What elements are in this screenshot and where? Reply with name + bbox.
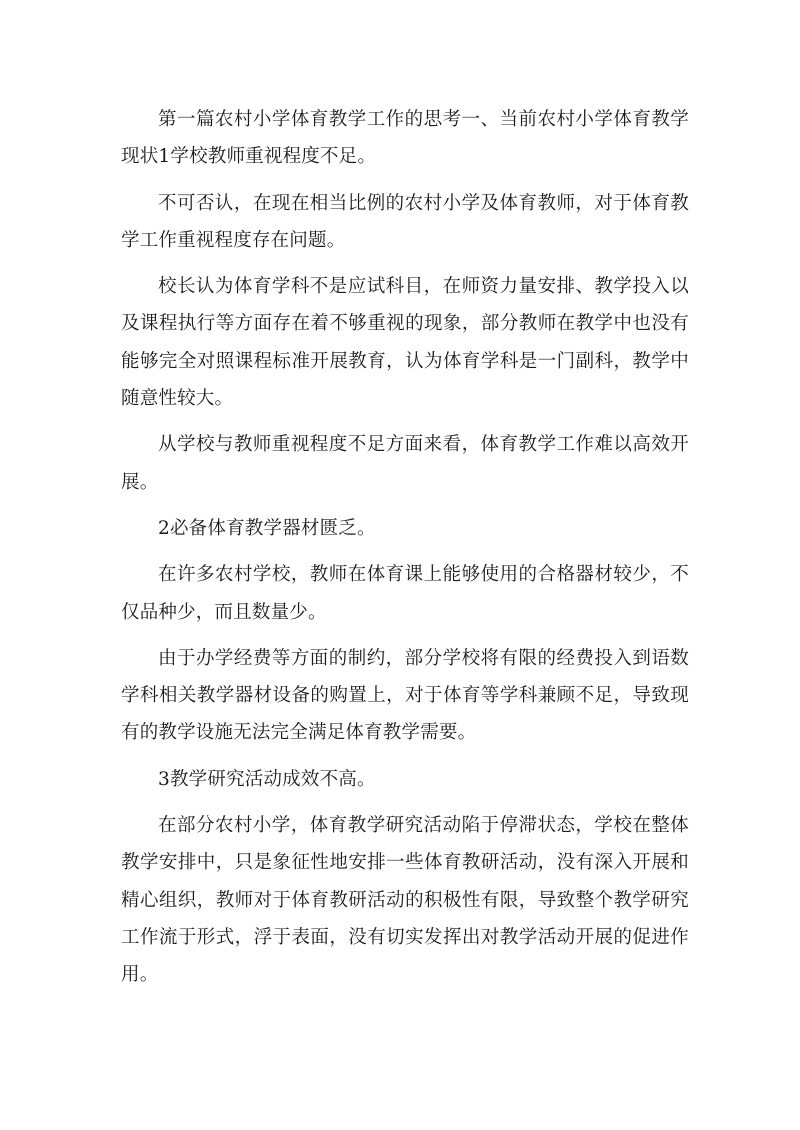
section-heading: 2必备体育教学器材匮乏。 <box>158 517 376 539</box>
paragraph-title-and-heading: 第一篇农村小学体育教学工作的思考一、当前农村小学体育教学现状1学校教师重视程度不足。 <box>121 109 689 168</box>
paragraph: 在许多农村学校，教师在体育课上能够使用的合格器材较少，不仅品种少，而且数量少。 <box>121 564 689 623</box>
paragraph: 校长认为体育学科不是应试科目，在师资力量安排、教学投入以及课程执行等方面存在着不够重视的现象，部分教师在教学中也没有能够完全对照课程标准开展教育，认为体育学科是一门副科，教学中随意性较大。 <box>121 276 689 410</box>
paragraph: 从学校与教师重视程度不足方面来看，体育教学工作难以高效开展。 <box>121 434 689 493</box>
paragraph: 在部分农村小学，体育教学研究活动陷于停滞状态，学校在整体教学安排中，只是象征性地安排一些体育教研活动，没有深入开展和精心组织，教师对于体育教研活动的积极性有限，导致整个教学研究工作流于形式，浮于表面，没有切实发挥出对教学活动开展的促进作用。 <box>121 815 689 986</box>
section-heading: 3教学研究活动成效不高。 <box>158 768 376 790</box>
paragraph: 由于办学经费等方面的制约，部分学校将有限的经费投入到语数学科相关教学器材设备的购置上，对于体育等学科兼顾不足，导致现有的教学设施无法完全满足体育教学需要。 <box>121 647 689 744</box>
paragraph: 不可否认，在现在相当比例的农村小学及体育教师，对于体育教学工作重视程度存在问题。 <box>121 192 689 251</box>
document-body <box>121 101 689 1003</box>
